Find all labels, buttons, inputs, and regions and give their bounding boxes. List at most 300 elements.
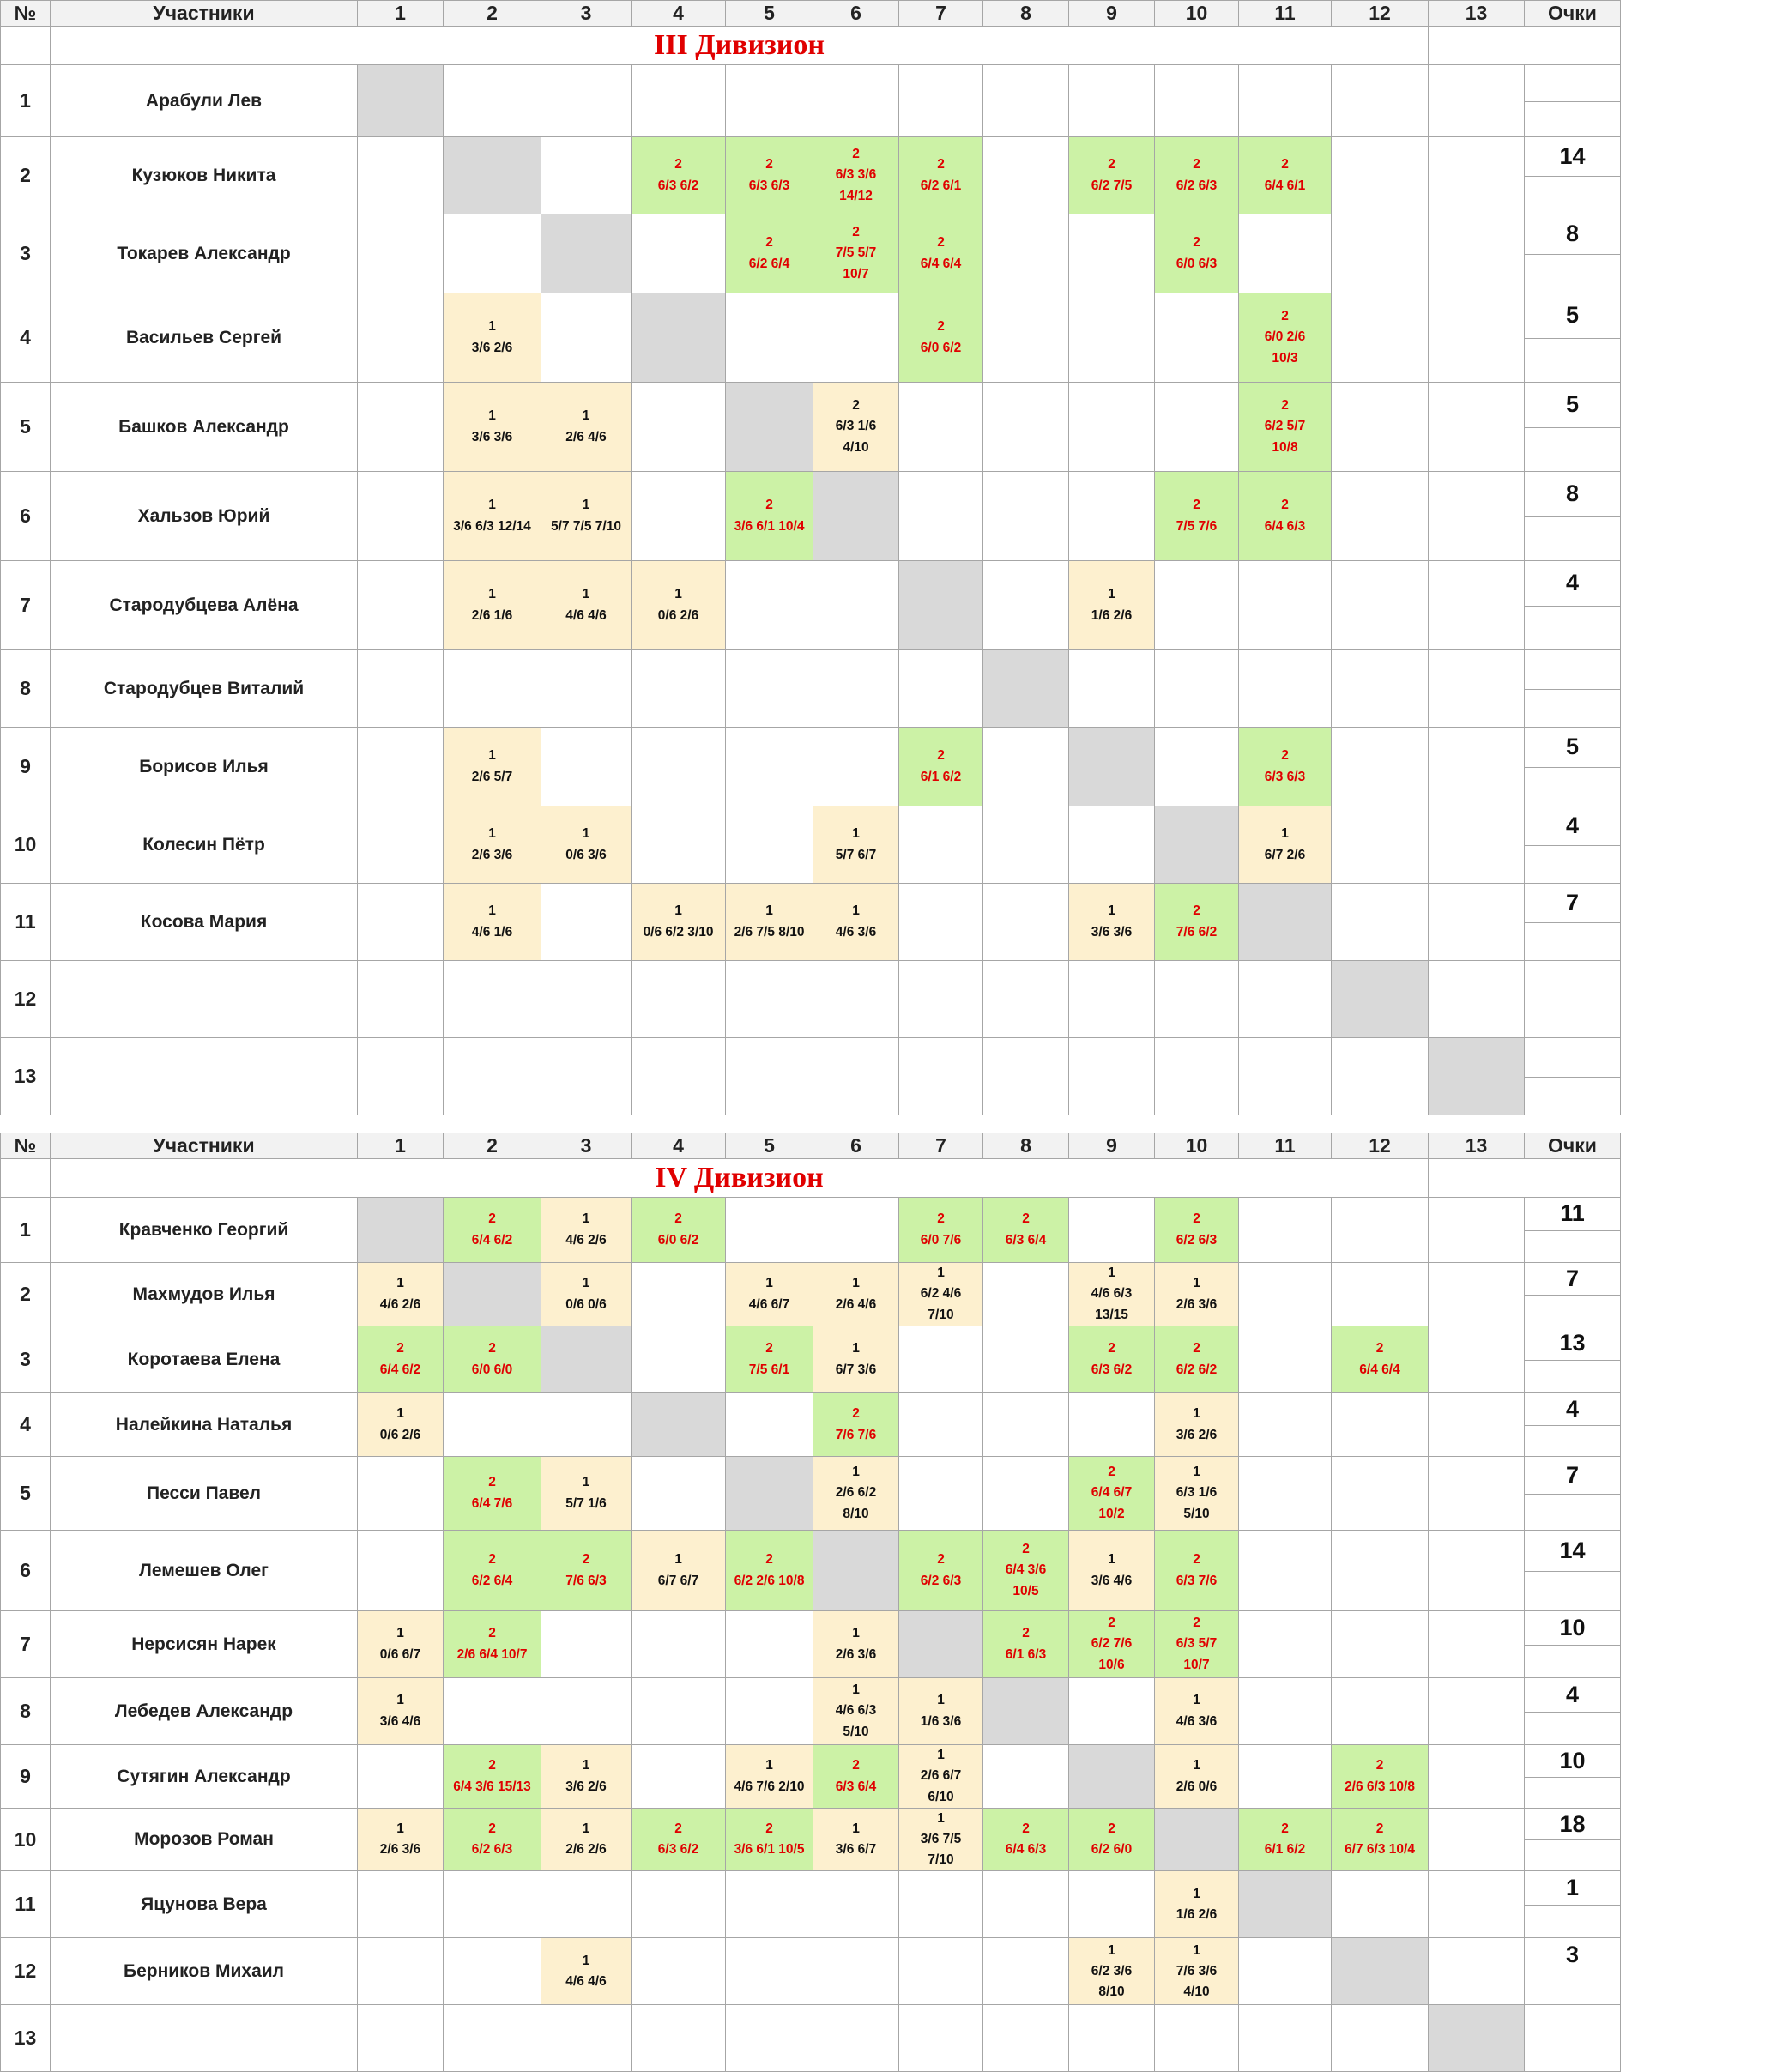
result-line: 14/12	[839, 188, 873, 203]
result-line: 2/6 6/3 10/8	[1345, 1779, 1415, 1794]
match-result-win	[726, 214, 813, 293]
player-row	[1, 1611, 1621, 1678]
result-line: 2	[852, 1406, 860, 1422]
row-number: 13	[1, 1038, 51, 1115]
match-cell	[983, 383, 1069, 472]
match-result-loss	[358, 1263, 444, 1326]
result-line: 1	[582, 1821, 590, 1836]
row-number: 8	[1, 650, 51, 728]
points-value: 7	[1525, 1263, 1620, 1296]
result-line: 6/3 6/3	[1264, 769, 1306, 784]
player-name	[51, 2005, 358, 2072]
match-cell	[632, 1611, 726, 1678]
result-line: 1	[1108, 1942, 1115, 1958]
title-spacer	[1, 1159, 51, 1198]
points-cell	[1525, 561, 1621, 650]
match-cell	[632, 1326, 726, 1393]
result-line: 1	[852, 1682, 860, 1698]
match-cell	[444, 1871, 541, 1938]
match-result-loss	[813, 1326, 899, 1393]
match-cell	[1155, 561, 1239, 650]
match-cell	[632, 1678, 726, 1745]
result-line: 2	[1375, 1821, 1384, 1836]
result-line: 5/7 7/5 7/10	[551, 518, 621, 534]
result-line: 1	[1108, 1552, 1115, 1568]
result-line: 2	[765, 157, 773, 172]
match-cell	[358, 1745, 444, 1809]
match-result-win	[632, 1809, 726, 1871]
match-cell	[1239, 1038, 1332, 1115]
player-row	[1, 650, 1621, 728]
player-name: Морозов Роман	[51, 1809, 358, 1871]
result-line: 2	[1281, 398, 1289, 414]
result-line: 1	[937, 1693, 945, 1708]
result-line: 4/6 2/6	[379, 1296, 421, 1312]
match-result-loss	[726, 1263, 813, 1326]
match-cell	[358, 650, 444, 728]
result-line: 1	[488, 903, 496, 919]
match-result-win	[1155, 214, 1239, 293]
match-result-loss	[541, 1457, 632, 1531]
points-cell	[1525, 1393, 1621, 1457]
result-line: 3/6 4/6	[1091, 1573, 1133, 1588]
match-result-loss	[358, 1393, 444, 1457]
match-cell	[1069, 1871, 1155, 1938]
match-result-loss	[541, 1938, 632, 2005]
match-result-win	[1155, 884, 1239, 961]
match-cell	[1332, 806, 1429, 884]
result-line: 10/6	[1098, 1657, 1125, 1672]
match-cell	[726, 1871, 813, 1938]
points-value: 13	[1525, 1326, 1620, 1361]
match-result-win	[726, 137, 813, 214]
result-line: 6/0 6/0	[471, 1362, 513, 1377]
match-cell	[983, 961, 1069, 1038]
match-cell	[726, 293, 813, 383]
header-opponent-13: 13	[1429, 1133, 1525, 1159]
match-result-loss	[899, 1809, 983, 1871]
match-cell	[541, 1871, 632, 1938]
points-value: 8	[1525, 214, 1620, 255]
result-line: 8/10	[843, 1506, 869, 1521]
match-cell	[632, 650, 726, 728]
match-result-loss	[444, 383, 541, 472]
match-result-loss	[541, 1809, 632, 1871]
result-line: 3/6 2/6	[1176, 1427, 1218, 1442]
result-line: 4/6 6/3	[835, 1703, 877, 1719]
match-result-loss	[632, 884, 726, 961]
match-cell	[1239, 561, 1332, 650]
match-result-win	[444, 1531, 541, 1611]
player-row	[1, 1038, 1621, 1115]
result-line: 1	[582, 1276, 590, 1291]
player-row	[1, 806, 1621, 884]
header-opponent-12: 12	[1332, 1, 1429, 27]
result-line: 2	[1193, 157, 1200, 172]
self-match-cell	[358, 65, 444, 137]
result-line: 5/7 1/6	[565, 1495, 607, 1511]
match-cell	[726, 1678, 813, 1745]
result-line: 2/6 4/6	[565, 429, 607, 444]
match-cell	[632, 1263, 726, 1326]
match-cell	[983, 2005, 1069, 2072]
header-points: Очки	[1525, 1133, 1621, 1159]
result-line: 2/6 6/4 10/7	[456, 1646, 528, 1662]
result-line: 8/10	[1098, 1984, 1125, 1999]
result-line: 2	[488, 1758, 496, 1773]
result-line: 2	[1108, 1341, 1115, 1356]
match-result-loss	[1069, 1938, 1155, 2005]
result-line: 1	[488, 319, 496, 335]
self-match-cell	[541, 1326, 632, 1393]
result-line: 7/5 7/6	[1176, 518, 1218, 534]
match-cell	[1239, 1457, 1332, 1531]
result-line: 6/0 2/6	[1264, 329, 1306, 345]
match-cell	[1429, 137, 1525, 214]
row-number: 3	[1, 214, 51, 293]
row-number: 9	[1, 728, 51, 806]
header-opponent-9: 9	[1069, 1, 1155, 27]
match-cell	[1332, 1457, 1429, 1531]
header-opponent-6: 6	[813, 1, 899, 27]
result-line: 7/6 6/3	[565, 1573, 607, 1588]
result-line: 0/6 3/6	[565, 847, 607, 862]
header-opponent-11: 11	[1239, 1133, 1332, 1159]
player-row	[1, 472, 1621, 561]
row-number: 5	[1, 383, 51, 472]
player-row	[1, 1326, 1621, 1393]
player-name: Стародубцева Алёна	[51, 561, 358, 650]
match-cell	[899, 650, 983, 728]
match-cell	[358, 293, 444, 383]
match-cell	[358, 472, 444, 561]
match-result-win	[1155, 1611, 1239, 1678]
match-result-loss	[541, 1198, 632, 1263]
result-line: 1	[582, 1953, 590, 1968]
match-cell	[1332, 214, 1429, 293]
row-number: 11	[1, 884, 51, 961]
result-line: 6/2 6/3	[471, 1842, 513, 1858]
result-line: 2/6 5/7	[471, 769, 513, 784]
match-cell	[983, 293, 1069, 383]
match-result-loss	[444, 884, 541, 961]
result-line: 2/6 0/6	[1176, 1779, 1218, 1794]
title-spacer	[1, 27, 51, 65]
result-line: 1	[1108, 1266, 1115, 1281]
result-line: 1	[1108, 587, 1115, 602]
row-number: 4	[1, 1393, 51, 1457]
match-result-loss	[1069, 1531, 1155, 1611]
match-cell	[813, 650, 899, 728]
result-line: 2/6 4/6	[835, 1296, 877, 1312]
header-num: №	[1, 1133, 51, 1159]
match-result-loss	[1155, 1457, 1239, 1531]
match-cell	[1069, 293, 1155, 383]
result-line: 3/6 4/6	[379, 1713, 421, 1729]
points-cell	[1525, 1809, 1621, 1871]
match-result-win	[1239, 1809, 1332, 1871]
self-match-cell	[1239, 884, 1332, 961]
division-title: III Дивизион	[654, 29, 825, 61]
result-line: 4/6 7/6 2/10	[734, 1779, 805, 1794]
match-result-win	[444, 1457, 541, 1531]
match-cell	[813, 1038, 899, 1115]
result-line: 2	[488, 1626, 496, 1641]
match-cell	[358, 561, 444, 650]
match-cell	[1332, 1678, 1429, 1745]
result-line: 7/5 5/7	[835, 245, 877, 261]
match-cell	[899, 472, 983, 561]
match-cell	[632, 806, 726, 884]
match-cell	[899, 1326, 983, 1393]
row-number: 8	[1, 1678, 51, 1745]
match-cell	[1155, 1038, 1239, 1115]
result-line: 2	[1375, 1758, 1384, 1773]
header-opponent-4: 4	[632, 1, 726, 27]
player-name: Косова Мария	[51, 884, 358, 961]
result-line: 1	[852, 826, 860, 842]
result-line: 1	[937, 1748, 945, 1763]
result-line: 2	[765, 498, 773, 513]
match-cell	[1429, 214, 1525, 293]
match-cell	[1332, 650, 1429, 728]
points-value	[1525, 650, 1620, 690]
player-row	[1, 214, 1621, 293]
result-line: 1	[396, 1821, 404, 1836]
player-name: Берников Михаил	[51, 1938, 358, 2005]
match-result-win	[1155, 1198, 1239, 1263]
player-row	[1, 1678, 1621, 1745]
match-result-loss	[541, 561, 632, 650]
result-line: 2	[1108, 1616, 1115, 1631]
header-opponent-7: 7	[899, 1, 983, 27]
result-line: 1/6 2/6	[1091, 607, 1133, 623]
match-cell	[541, 728, 632, 806]
result-line: 2	[937, 319, 945, 335]
result-line: 6/1 6/3	[1005, 1646, 1047, 1662]
match-cell	[813, 65, 899, 137]
header-opponent-1: 1	[358, 1133, 444, 1159]
match-result-loss	[899, 1745, 983, 1809]
result-line: 6/4 6/4	[920, 256, 962, 271]
result-line: 7/6 3/6	[1176, 1963, 1218, 1978]
result-line: 1	[582, 498, 590, 513]
match-cell	[726, 1393, 813, 1457]
match-cell	[813, 1871, 899, 1938]
match-result-loss	[541, 472, 632, 561]
match-result-win	[1332, 1809, 1429, 1871]
match-cell	[1069, 1393, 1155, 1457]
header-opponent-7: 7	[899, 1133, 983, 1159]
match-cell	[899, 1457, 983, 1531]
match-cell	[541, 650, 632, 728]
match-cell	[541, 1611, 632, 1678]
match-result-win	[726, 1531, 813, 1611]
row-number: 1	[1, 1198, 51, 1263]
match-cell	[1239, 214, 1332, 293]
header-opponent-6: 6	[813, 1133, 899, 1159]
result-line: 6/1 6/2	[920, 769, 962, 784]
points-cell	[1525, 1611, 1621, 1678]
match-result-loss	[813, 884, 899, 961]
match-cell	[726, 2005, 813, 2072]
self-match-cell	[1069, 728, 1155, 806]
match-cell	[813, 961, 899, 1038]
player-row	[1, 728, 1621, 806]
match-cell	[632, 383, 726, 472]
points-cell	[1525, 728, 1621, 806]
result-line: 2	[852, 225, 860, 240]
match-result-loss	[444, 293, 541, 383]
result-line: 4/6 6/3	[1091, 1286, 1133, 1302]
match-cell	[983, 1326, 1069, 1393]
match-cell	[632, 1938, 726, 2005]
player-name: Башков Александр	[51, 383, 358, 472]
match-cell	[1239, 1678, 1332, 1745]
match-cell	[726, 961, 813, 1038]
match-cell	[726, 1038, 813, 1115]
points-value: 5	[1525, 383, 1620, 428]
result-line: 0/6 2/6	[379, 1427, 421, 1442]
result-line: 7/6 7/6	[835, 1427, 877, 1442]
match-cell	[541, 1678, 632, 1745]
self-match-cell	[726, 1457, 813, 1531]
points-value: 18	[1525, 1809, 1620, 1840]
match-cell	[983, 472, 1069, 561]
row-number: 9	[1, 1745, 51, 1809]
result-line: 4/10	[1183, 1984, 1210, 1999]
row-number: 4	[1, 293, 51, 383]
match-result-loss	[1155, 1871, 1239, 1938]
result-line: 6/2 6/4	[471, 1573, 513, 1588]
row-number: 10	[1, 1809, 51, 1871]
result-line: 6/4 6/7	[1091, 1485, 1133, 1501]
row-number: 3	[1, 1326, 51, 1393]
result-line: 7/10	[928, 1852, 954, 1868]
result-line: 2	[765, 1341, 773, 1356]
match-cell	[1429, 65, 1525, 137]
match-cell	[541, 65, 632, 137]
match-cell	[726, 650, 813, 728]
result-line: 10/7	[843, 266, 869, 281]
result-line: 2	[488, 1211, 496, 1227]
match-cell	[632, 1457, 726, 1531]
player-row	[1, 65, 1621, 137]
result-line: 2	[1108, 1465, 1115, 1480]
match-cell	[1239, 650, 1332, 728]
result-line: 6/0 6/2	[920, 340, 962, 355]
points-cell	[1525, 137, 1621, 214]
result-line: 6/0 6/2	[657, 1232, 699, 1247]
self-match-cell	[358, 1198, 444, 1263]
match-cell	[983, 561, 1069, 650]
result-line: 1	[1193, 1886, 1200, 1901]
match-cell	[358, 383, 444, 472]
header-row	[1, 1, 1621, 27]
result-line: 6/4 7/6	[471, 1495, 513, 1511]
match-cell	[899, 1038, 983, 1115]
result-line: 1	[1281, 826, 1289, 842]
match-cell	[358, 1871, 444, 1938]
match-cell	[983, 65, 1069, 137]
result-line: 6/4 6/3	[1005, 1842, 1047, 1858]
result-line: 1	[852, 1341, 860, 1356]
row-number: 11	[1, 1871, 51, 1938]
match-cell	[358, 1531, 444, 1611]
result-line: 7/10	[928, 1307, 954, 1322]
points-cell	[1525, 1038, 1621, 1115]
match-result-win	[1069, 1457, 1155, 1531]
result-line: 1	[1108, 903, 1115, 919]
match-result-loss	[1069, 1263, 1155, 1326]
match-cell	[541, 961, 632, 1038]
match-cell	[1332, 728, 1429, 806]
match-cell	[541, 137, 632, 214]
match-cell	[1069, 1038, 1155, 1115]
result-line: 13/15	[1095, 1307, 1128, 1322]
player-name: Песси Павел	[51, 1457, 358, 1531]
match-cell	[632, 1871, 726, 1938]
points-value: 10	[1525, 1745, 1620, 1778]
player-row	[1, 1871, 1621, 1938]
result-line: 2	[1193, 1211, 1200, 1227]
match-result-win	[444, 1809, 541, 1871]
match-result-win	[983, 1611, 1069, 1678]
points-value: 4	[1525, 561, 1620, 607]
header-opponent-9: 9	[1069, 1133, 1155, 1159]
result-line: 4/6 3/6	[1176, 1713, 1218, 1729]
match-cell	[1332, 137, 1429, 214]
result-line: 6/7 3/6	[835, 1362, 877, 1377]
match-result-win	[1239, 137, 1332, 214]
match-cell	[813, 561, 899, 650]
result-line: 2/6 6/7	[920, 1768, 962, 1784]
match-result-win	[1239, 293, 1332, 383]
result-line: 6/2 6/3	[1176, 1232, 1218, 1247]
points-cell	[1525, 2005, 1621, 2072]
self-match-cell	[1155, 1809, 1239, 1871]
player-row	[1, 293, 1621, 383]
result-line: 1	[396, 1406, 404, 1422]
match-result-win	[444, 1326, 541, 1393]
match-cell	[983, 1263, 1069, 1326]
match-result-loss	[444, 472, 541, 561]
match-cell	[1429, 1938, 1525, 2005]
match-cell	[983, 1871, 1069, 1938]
result-line: 1	[488, 748, 496, 764]
match-cell	[1332, 293, 1429, 383]
match-result-win	[1155, 1531, 1239, 1611]
match-cell	[444, 1938, 541, 2005]
player-row	[1, 961, 1621, 1038]
self-match-cell	[1069, 1745, 1155, 1809]
header-num: №	[1, 1, 51, 27]
player-row	[1, 1198, 1621, 1263]
points-value: 14	[1525, 137, 1620, 177]
match-cell	[1239, 2005, 1332, 2072]
match-cell	[1155, 650, 1239, 728]
player-name: Лемешев Олег	[51, 1531, 358, 1611]
match-result-loss	[899, 1263, 983, 1326]
match-cell	[1069, 65, 1155, 137]
match-cell	[541, 1038, 632, 1115]
match-cell	[1429, 961, 1525, 1038]
points-cell	[1525, 806, 1621, 884]
result-line: 6/4 6/2	[471, 1232, 513, 1247]
result-line: 6/2 6/0	[1091, 1842, 1133, 1858]
match-result-win	[1069, 137, 1155, 214]
player-row	[1, 2005, 1621, 2072]
